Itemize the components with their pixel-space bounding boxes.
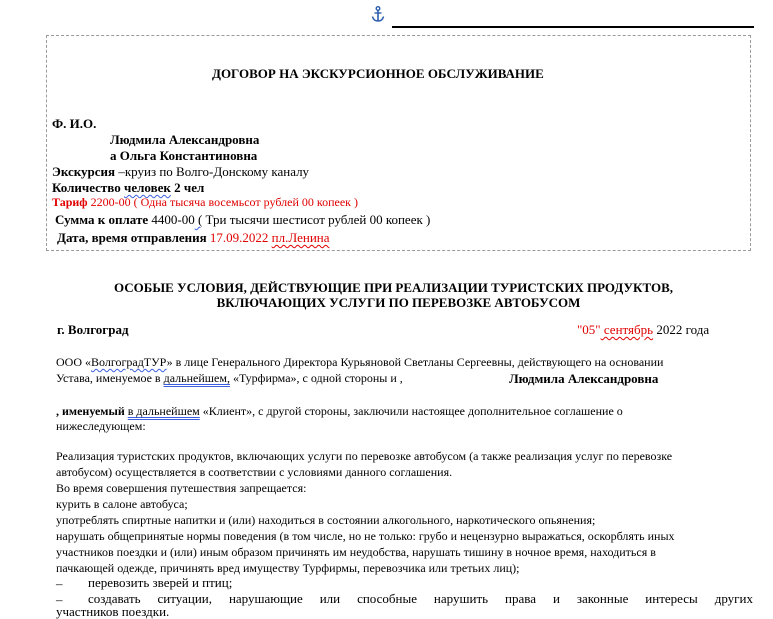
header-rule: [392, 26, 754, 28]
p1-text-b: » в лице Генерального Директора Курьяновой Светланы Сергеевны, действующего на основании: [166, 355, 664, 369]
terms-date: [577, 322, 709, 337]
item5-word: законные: [576, 591, 629, 606]
paragraph-2-line-2: нижеследующем:: [56, 419, 146, 433]
terms-date-day: "05": [577, 322, 601, 337]
item5-word: нарушающие: [228, 591, 303, 606]
count-label-2: человек: [124, 180, 171, 195]
list-item-2: употреблять спиртные напитки и (или) находиться в состоянии алкогольного, наркотического опьянения;: [56, 513, 596, 527]
p2-text-b: в дальнейшем: [127, 404, 200, 418]
tariff-value: 2200-00 (: [87, 195, 138, 209]
p2-text-c: «Клиент», с другой стороны, заключили настоящее дополнительное соглашение о: [199, 404, 623, 418]
count-value: 2 чел: [170, 180, 205, 195]
tariff-line: [52, 195, 358, 210]
anchor-icon: [371, 6, 385, 22]
paragraph-1-line-2: [56, 371, 403, 386]
sum-line: [55, 212, 430, 227]
paragraph-3-line-1: Реализация туристских продуктов, включающих услуги по перевозке автобусом (а также реализация услуг по перевозке: [56, 449, 673, 463]
city: г. Волгоград: [57, 322, 129, 337]
list-item-4: перевозить зверей и птиц;: [88, 575, 233, 590]
sum-words: Три тысячи шестисот рублей 00 копеек ): [202, 212, 431, 227]
terms-date-month: сентябрь: [600, 322, 654, 337]
contract-title: ДОГОВОР НА ЭКСКУРСИОННОЕ ОБСЛУЖИВАНИЕ: [212, 66, 544, 81]
list-item-5-line-2: участников поездки.: [56, 604, 170, 619]
item5-word: создавать: [88, 591, 141, 606]
item5-word: других: [714, 591, 753, 606]
item5-word: интересы: [645, 591, 698, 606]
list-item-3-line-3: пачкающей одежде, причинять вред имуществу Турфирмы, перевозчика или третьих лиц);: [56, 561, 520, 575]
list-item-3-line-2: участников поездки и (или) иным образом причинять им неудобства, нарушать тишину в ночное время, находиться в: [56, 545, 656, 559]
p1-text-d: дальнейшем,: [163, 371, 230, 385]
p1-text-e: «Турфирма», с одной стороны и ,: [229, 371, 403, 385]
list-item-1: курить в салоне автобуса;: [56, 497, 188, 511]
person-1: Людмила Александровна: [110, 132, 260, 147]
date-value: 17.09.2022: [206, 230, 272, 245]
paragraph-4: Во время совершения путешествия запрещается:: [56, 481, 307, 495]
terms-date-year: 2022 года: [653, 322, 710, 337]
place-value: пл.Ленина: [271, 230, 330, 245]
person-2: а Ольга Константиновна: [110, 148, 258, 163]
count-line: [52, 180, 204, 195]
date-label: Дата, время отправления: [57, 230, 207, 245]
p1-text-a: ООО «: [56, 355, 91, 369]
item5-word: способные: [357, 591, 417, 606]
excursion-label: Экскурсия: [52, 164, 116, 179]
tariff-words: Одна тысяча восемьсот рублей 00 копеек ): [137, 195, 358, 209]
company-name: ВолгоградТУР: [91, 355, 167, 369]
date-line: [57, 230, 330, 245]
item5-word: или: [319, 591, 341, 606]
count-label-1: Количество: [52, 180, 124, 195]
list-item-5-bullet: –: [56, 592, 63, 607]
paragraph-3-line-2: автобусом) осуществляется в соответствии с условиями данного соглашения.: [56, 465, 453, 479]
excursion-value: –круиз по Волго-Донскому каналу: [115, 164, 310, 179]
list-item-5-line-1: [88, 591, 753, 606]
terms-title-line-1: ОСОБЫЕ УСЛОВИЯ, ДЕЙСТВУЮЩИЕ ПРИ РЕАЛИЗАЦИИ ТУРИСТСКИХ ПРОДУКТОВ,: [114, 280, 673, 295]
item5-word: ситуации,: [157, 591, 212, 606]
item5-word: права: [505, 591, 536, 606]
p1-text-c: Устава, именуемое в: [56, 371, 164, 385]
sum-words-open: (: [194, 212, 203, 227]
item5-word: нарушить: [433, 591, 489, 606]
sum-label: Сумма к оплате: [55, 212, 149, 227]
excursion-line: [52, 164, 309, 179]
list-item-4-bullet: –: [56, 576, 63, 591]
paragraph-1-line-1: [56, 355, 663, 370]
p2-text-a: , именуемый: [56, 404, 128, 418]
fio-label: Ф. И.О.: [52, 116, 97, 131]
list-item-3-line-1: нарушать общепринятые нормы поведения (в том числе, но не только: грубо и нецензурно выражаться, оскорблять иных: [56, 529, 675, 543]
client-name: Людмила Александровна: [509, 371, 659, 386]
terms-title-line-2: ВКЛЮЧАЮЩИХ УСЛУГИ ПО ПЕРЕВОЗКЕ АВТОБУСОМ: [216, 295, 581, 310]
item5-word: и: [552, 591, 560, 606]
paragraph-2-line-1: [56, 404, 623, 419]
sum-value: 4400-00: [148, 212, 195, 227]
tariff-label: Тариф: [52, 195, 88, 209]
